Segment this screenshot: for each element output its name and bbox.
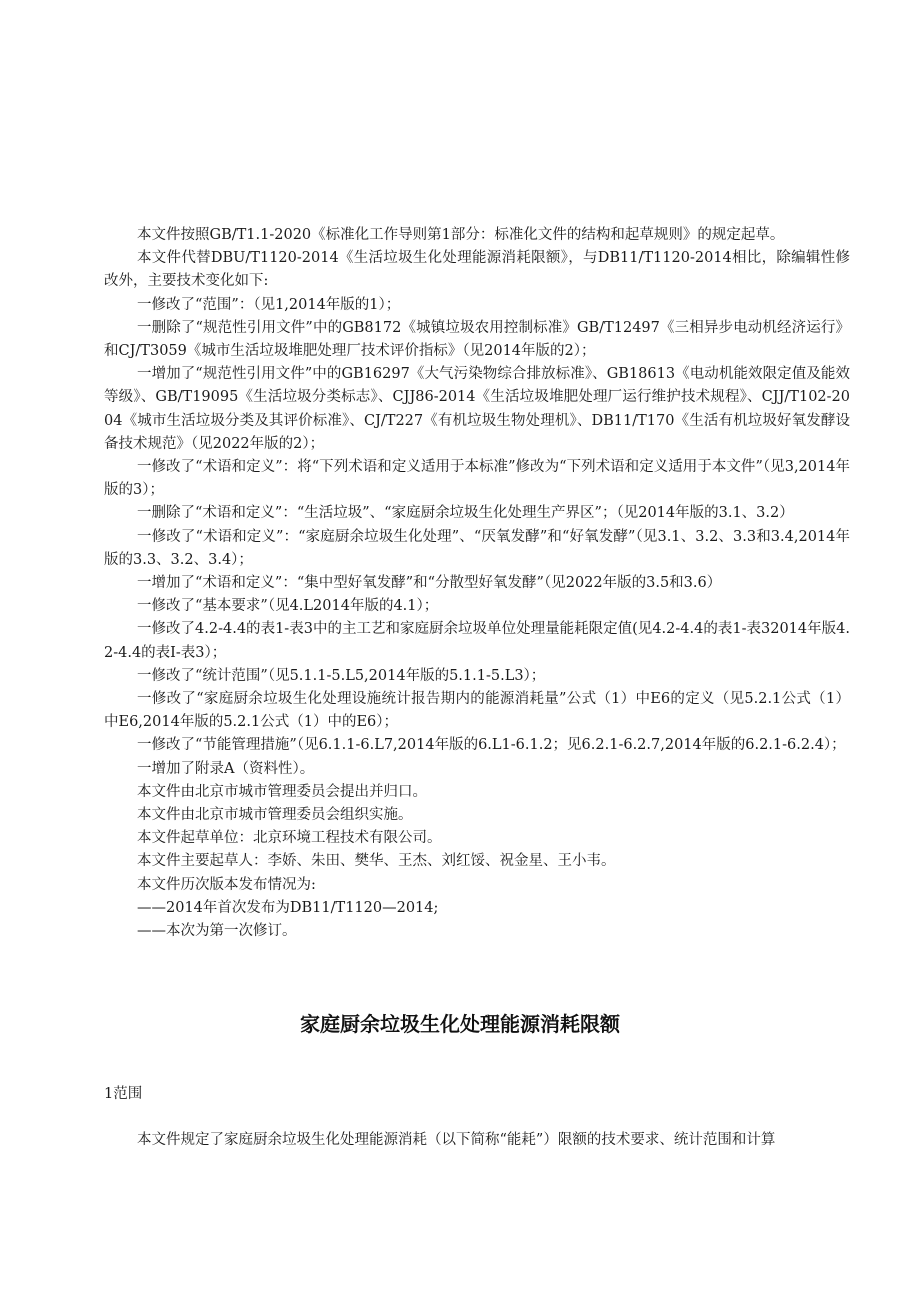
change-item: 一删除了“术语和定义”：“生活垃圾”、“家庭厨余垃圾生化处理生产界区”；（见2014年版的3.1、3.2）: [137, 505, 794, 522]
foreword-paragraph: 本文件主要起草人：李娇、朱田、樊华、王杰、刘红馁、祝金星、王小韦。: [137, 853, 616, 870]
foreword-paragraph: 本文件代替DBU/T1120-2014《生活垃圾生化处理能源消耗限额》，与DB11/T1120-2014相比，除编辑性修改外，主要技术变化如下:: [104, 250, 850, 290]
foreword-paragraph: 本文件按照GB/T1.1-2020《标准化工作导则第1部分：标准化文件的结构和起草规则》的规定起草。: [137, 227, 785, 243]
change-item: 一修改了“范围”：（见1,2014年版的1）；: [137, 296, 401, 313]
change-item: 一修改了“家庭厨余垃圾生化处理设施统计报告期内的能源消耗量”公式（1）中E6的定义（见5.2.1公式（1）中E6,2014年版的5.2.1公式（1）中的E6）；: [104, 691, 850, 731]
section-heading: 1范围: [104, 1086, 143, 1102]
foreword-paragraph: 本文件历次版本发布情况为:: [137, 876, 316, 893]
change-item: 一修改了“基本要求”（见4.L2014年版的4.1）；: [137, 598, 439, 615]
change-item: 一增加了附录A（资料性）。: [137, 760, 315, 777]
foreword-paragraph: 本文件起草单位：北京环境工程技术有限公司。: [137, 830, 442, 847]
foreword-body: [104, 224, 850, 943]
document-title: 家庭厨余垃圾生化处理能源消耗限额: [300, 1012, 620, 1036]
change-item: 一删除了“规范性引用文件”中的GB8172《城镇垃圾农用控制标准》GB/T12497《三相异步电动机经济运行》和CJ/T3059《城市生活垃圾堆肥处理厂技术评价指标》（见2014年版的2）；: [104, 319, 850, 360]
change-item: 一修改了“术语和定义”：将“下列术语和定义适用于本标准”修改为“下列术语和定义适用于本文件”（见3,2014年版的3）；: [104, 459, 850, 499]
change-item: 一修改了“术语和定义”：“家庭厨余垃圾生化处理”、“厌氧发酵”和“好氧发酵”（见3.1、3.2、3.3和3.4,2014年版的3.3、3.2、3.4）；: [104, 528, 850, 568]
change-item: 一修改了“节能管理措施”（见6.1.1-6.L7,2014年版的6.L1-6.1.2；见6.2.1-6.2.7,2014年版的6.2.1-6.2.4）；: [137, 737, 846, 754]
version-history-item: ——2014年首次发布为DB11/T1120—2014;: [137, 899, 439, 916]
foreword-paragraph: 本文件由北京市城市管理委员会组织实施。: [137, 807, 413, 824]
change-item: 一修改了4.2-4.4的表1-表3中的主工艺和家庭厨余垃圾单位处理量能耗限定值(见4.2-4.4的表1-表32014年版4.2-4.4的表I-表3）；: [104, 621, 850, 661]
foreword-paragraph: 本文件由北京市城市管理委员会提出并归口。: [137, 783, 427, 800]
change-item: 一增加了“术语和定义”：“集中型好氧发酵”和“分散型好氧发酵”（见2022年版的3.5和3.6）: [137, 575, 722, 592]
version-history-item: ——本次为第一次修订。: [137, 923, 297, 940]
change-item: 一修改了“统计范围”（见5.1.1-5.L5,2014年版的5.1.1-5.L3）；: [137, 667, 546, 684]
change-item: 一增加了“规范性引用文件”中的GB16297《大气污染物综合排放标准》、GB18613《电动机能效限定值及能效等级》、GB/T19095《生活垃圾分类标志》、CJJ86-2014《生活垃圾堆肥处理厂运行维护技术规程》、CJJ/T102-2004《城市生活垃圾分类及其评价标准》、CJ/T227《有机垃圾生物处理机》、DB11/T170《生活有机垃圾好氧发酵设备技术规范》（见2022年版的2）；: [104, 366, 850, 452]
scope-paragraph: 本文件规定了家庭厨余垃圾生化处理能源消耗（以下简称“能耗”）限额的技术要求、统计范围和计算: [137, 1132, 776, 1148]
